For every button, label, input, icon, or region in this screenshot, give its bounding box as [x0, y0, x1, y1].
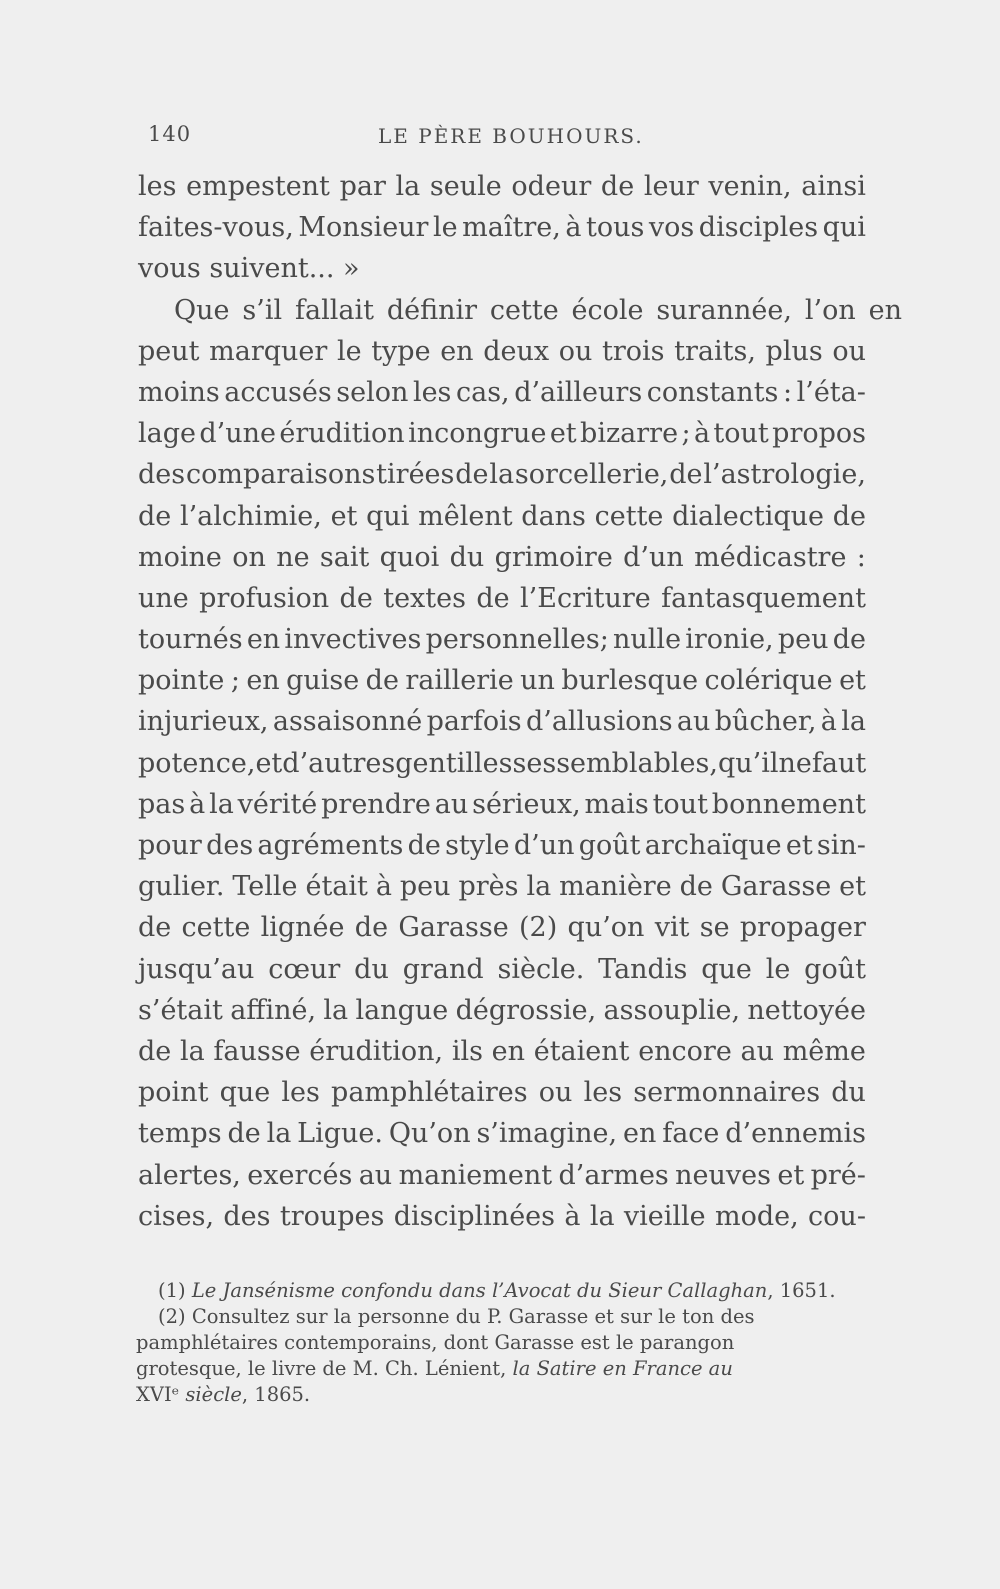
word: en [246, 624, 281, 656]
word: peu [777, 624, 829, 656]
word: tournés [138, 624, 243, 656]
word: au [676, 706, 711, 738]
word: maître, [462, 212, 561, 244]
word: lage [138, 418, 196, 450]
footnote-2-line-3 [136, 1356, 866, 1382]
word: que [219, 1077, 271, 1109]
word: pamphlétaires [331, 1077, 528, 1109]
word: sérieux, [472, 788, 581, 820]
word: et [777, 1159, 805, 1191]
word: qui [822, 212, 866, 244]
word: ils [451, 1035, 483, 1067]
footnote-marker: (1) [158, 1279, 186, 1302]
word: plus [765, 335, 823, 367]
word: sait [319, 541, 370, 573]
word: seule [429, 171, 502, 202]
word: de [832, 500, 866, 532]
word: au [740, 1035, 775, 1067]
word: ou [538, 1077, 573, 1109]
word: empestent [186, 171, 330, 202]
word: : [782, 376, 793, 408]
word: propos [772, 418, 866, 450]
word: Garasse [720, 871, 832, 903]
word: mode, [715, 1200, 799, 1232]
word: type [371, 335, 431, 367]
word: les [583, 1077, 623, 1109]
word: assaisonné [272, 706, 423, 738]
word: ainsi [801, 171, 866, 202]
word: bonnement [711, 788, 866, 820]
word: du [449, 541, 485, 573]
word: cou- [808, 1200, 866, 1232]
word: en [246, 665, 280, 697]
word: pas [138, 788, 186, 820]
text-line [138, 578, 866, 619]
text-line [138, 1031, 866, 1072]
word: faut [811, 747, 867, 779]
word: cette [489, 294, 559, 326]
word: ou [832, 335, 866, 367]
word: tirées [376, 459, 455, 491]
word: en [622, 1118, 657, 1150]
word: d’un [623, 541, 684, 573]
word: trois [601, 335, 665, 367]
word: sorcellerie, [514, 459, 669, 491]
word: moins [138, 376, 220, 408]
word: d’une [199, 418, 276, 450]
word: Tandis [598, 953, 688, 985]
word: Qu’on [388, 1118, 471, 1150]
word: grimoire [494, 541, 613, 573]
word: médicastre [694, 541, 847, 573]
word: érudition [279, 418, 405, 450]
word: comparaisons [185, 459, 376, 491]
word: des [206, 830, 254, 861]
word: vieille [623, 1200, 706, 1232]
word: mais [584, 788, 649, 820]
word: deux [483, 335, 550, 367]
word: de [354, 912, 389, 944]
word: fausse [213, 1035, 301, 1067]
word: personnelles; [425, 624, 609, 656]
word: d’allusions [525, 706, 673, 738]
word: neuves [675, 1159, 772, 1191]
word: les [138, 171, 177, 202]
text-line [138, 701, 866, 742]
word: que [701, 953, 752, 985]
word: les [412, 376, 452, 408]
word: d’autres [282, 747, 396, 779]
word: (2) [519, 912, 558, 944]
word: fallait [294, 294, 374, 326]
word: de [600, 171, 635, 202]
word: assouplie, [603, 994, 741, 1026]
word: s’il [242, 294, 283, 326]
word: de [339, 582, 373, 614]
word: et [785, 830, 813, 861]
word: des [138, 459, 186, 491]
word: et [255, 747, 283, 779]
word: la [266, 1118, 292, 1150]
word: l’Ecriture [520, 582, 651, 614]
word: cette [181, 912, 251, 944]
word: faites-vous, [138, 212, 294, 244]
word: de [679, 871, 713, 903]
word: grand [402, 953, 484, 985]
word: peut [138, 335, 200, 367]
word: étaient [533, 1035, 630, 1067]
word: la [395, 171, 421, 202]
word: école [571, 294, 644, 326]
word: marquer [209, 335, 328, 367]
text-line [138, 413, 866, 454]
word: Monsieur [298, 212, 429, 244]
footnote-1 [136, 1278, 866, 1304]
word: point [138, 1077, 209, 1109]
word: à [375, 871, 392, 903]
word: l’astrologie, [703, 459, 866, 491]
word: par [339, 171, 386, 202]
word: la [841, 706, 866, 738]
word: ; [681, 418, 691, 450]
word: au [434, 788, 469, 820]
word: des [223, 1200, 271, 1232]
word: s’imagine, [476, 1118, 618, 1150]
word: les [281, 1077, 320, 1109]
word: venin, [708, 171, 792, 202]
word: cette [594, 500, 664, 532]
word: parfois [426, 706, 522, 738]
word: style [445, 830, 510, 861]
word: on [232, 541, 266, 573]
word: d’ailleurs [514, 376, 643, 408]
text-line [138, 1113, 866, 1154]
word: odeur [511, 171, 592, 202]
word: le [433, 212, 458, 244]
word: injurieux, [138, 706, 269, 738]
word: à [189, 788, 206, 820]
word: sin- [816, 830, 866, 861]
word: ne [778, 747, 812, 779]
word: exercés [247, 1159, 353, 1191]
word: et [839, 665, 866, 697]
word: qui [366, 500, 410, 532]
word: accusés [224, 376, 332, 408]
word: dialectique [672, 500, 824, 532]
word: à [565, 212, 582, 244]
word: Garasse [398, 912, 509, 944]
text-line [138, 1196, 866, 1237]
text-line [138, 1155, 866, 1196]
text-line [138, 907, 866, 948]
word: ne [276, 541, 310, 573]
word: Telle [232, 871, 298, 903]
word: moine [138, 541, 222, 573]
word: ou [558, 335, 593, 367]
footnote-text: pamphlétaires contemporains, dont Garasse est le parangon [136, 1331, 735, 1354]
footnote-marker: (2) [158, 1305, 186, 1328]
word: potence, [138, 747, 256, 779]
word: était [305, 871, 368, 903]
text-line [138, 866, 866, 907]
text-line [138, 660, 866, 701]
word: et [839, 871, 866, 903]
word: disciples [698, 212, 819, 244]
word: cœur [268, 953, 341, 985]
text-line [138, 825, 866, 866]
word: alertes, [138, 1159, 241, 1191]
word: au [358, 1159, 393, 1191]
word: gentillesses [395, 747, 557, 779]
word: archaïque [644, 830, 782, 861]
word: vos [648, 212, 695, 244]
word: à [564, 1200, 581, 1232]
word: dégrossie, [455, 994, 597, 1026]
word: constants [646, 376, 779, 408]
footnote-italic: siècle [185, 1383, 242, 1406]
word: goût [804, 953, 866, 985]
word: d’ennemis [725, 1118, 866, 1150]
word: de [832, 624, 866, 656]
word: troupes [279, 1200, 385, 1232]
word: d’armes [558, 1159, 669, 1191]
word: face [662, 1118, 720, 1150]
word: l’alchimie, [179, 500, 322, 532]
text-line [138, 290, 902, 331]
word: définir [386, 294, 478, 326]
word: langue [355, 994, 449, 1026]
word: de [138, 912, 172, 944]
word: la [209, 788, 234, 820]
word: lignée [260, 912, 345, 944]
footnote-text: Consultez sur la personne du P. Garasse et sur le ton des [191, 1305, 755, 1328]
word: pour [138, 830, 202, 861]
text-line [138, 619, 866, 660]
footnotes [136, 1278, 866, 1408]
text-line [138, 207, 866, 248]
word: colérique [704, 665, 833, 697]
text-line [138, 331, 866, 372]
word: de [365, 665, 399, 697]
word: le [765, 953, 791, 985]
word: de [227, 1118, 261, 1150]
word: guise [286, 665, 360, 697]
text-line [138, 537, 866, 578]
word: se [699, 912, 730, 944]
word: l’éta- [796, 376, 866, 408]
word: propager [739, 912, 866, 944]
word: la [489, 459, 515, 491]
footnote-title: Le Jansénisme confondu dans l’Avocat du Sieur Callaghan [191, 1279, 768, 1302]
word: de [476, 582, 510, 614]
word: ironie, [685, 624, 774, 656]
word: incongrue [408, 418, 547, 450]
word: le [336, 335, 362, 367]
word: qu’on [567, 912, 645, 944]
word: et [330, 500, 358, 532]
word: fantasquement [661, 582, 866, 614]
word: invectives [284, 624, 422, 656]
word: la [323, 994, 349, 1026]
footnote-text: XVIᵉ [136, 1383, 180, 1406]
word: du [831, 1077, 866, 1109]
word: affiné, [230, 994, 317, 1026]
text-line [138, 1072, 866, 1113]
word: tout [652, 788, 708, 820]
word: de [138, 1035, 172, 1067]
word: ; [230, 665, 240, 697]
word: en [868, 294, 902, 326]
word: de [138, 500, 172, 532]
word: dans [521, 500, 586, 532]
word: érudition, [309, 1035, 444, 1067]
word: vérité [237, 788, 318, 820]
word: près [458, 871, 519, 903]
text-line [138, 990, 866, 1031]
word: de [407, 830, 441, 861]
word: leur [643, 171, 699, 202]
word: temps [138, 1118, 222, 1150]
word: : [856, 541, 866, 573]
word: d’un [513, 830, 575, 861]
word: textes [383, 582, 466, 614]
word: pré- [810, 1159, 866, 1191]
page-number: 140 [148, 122, 192, 146]
word: raillerie [405, 665, 514, 697]
word: Que [174, 294, 230, 326]
word: la [526, 871, 552, 903]
word: prendre [321, 788, 431, 820]
word: nettoyée [747, 994, 866, 1026]
text-line [138, 784, 866, 825]
word: manière [559, 871, 672, 903]
word: agréments [257, 830, 404, 861]
footnote-2-line-2 [136, 1330, 866, 1356]
word: tous [585, 212, 645, 244]
word: vit [654, 912, 690, 944]
word: pointe [138, 665, 225, 697]
word: encore [638, 1035, 732, 1067]
word: maniement [398, 1159, 553, 1191]
word: du [354, 953, 389, 985]
word: bûcher, [714, 706, 817, 738]
word: et [549, 418, 577, 450]
word: l’on [804, 294, 856, 326]
word: en [491, 1035, 526, 1067]
footnote-italic: la Satire en France au [512, 1357, 733, 1380]
word: bizarre [580, 418, 679, 450]
body-text [138, 166, 902, 1237]
word: qu’il [717, 747, 779, 779]
word: traits, [674, 335, 756, 367]
word: nulle [613, 624, 682, 656]
word: cas, [455, 376, 510, 408]
word: s’était [138, 994, 223, 1026]
word: semblables, [556, 747, 718, 779]
word: à [693, 418, 711, 450]
word: en [440, 335, 474, 367]
footnote-2-line-4 [136, 1382, 866, 1408]
word: de [669, 459, 703, 491]
word: disciplinées [393, 1200, 556, 1232]
text-line [138, 496, 866, 537]
word: un [520, 665, 555, 697]
word: mêlent [418, 500, 513, 532]
text-line: vous suivent... » [138, 253, 360, 285]
word: de [455, 459, 489, 491]
word: goût [578, 830, 641, 861]
footnote-2-line-1 [136, 1304, 866, 1330]
word: sermonnaires [633, 1077, 821, 1109]
word: la [179, 1035, 205, 1067]
word: peu [399, 871, 451, 903]
word: profusion [199, 582, 330, 614]
word: jusqu’au [138, 953, 255, 985]
footnote-tail: , 1865. [241, 1383, 311, 1406]
text-line [138, 949, 866, 990]
text-line [138, 743, 866, 784]
word: siècle. [497, 953, 585, 985]
word: même [782, 1035, 866, 1067]
word: à [820, 706, 837, 738]
word: cises, [138, 1200, 215, 1232]
word: selon [336, 376, 409, 408]
text-line [138, 372, 866, 413]
word: une [138, 582, 189, 614]
word: gulier. [138, 871, 225, 903]
word: burlesque [561, 665, 699, 697]
word: surannée, [656, 294, 792, 326]
page-header [148, 122, 868, 154]
running-head: LE PÈRE BOUHOURS. [378, 124, 644, 148]
word: la [589, 1200, 615, 1232]
footnote-tail: , 1651. [767, 1279, 836, 1302]
word: tout [713, 418, 769, 450]
text-line [138, 166, 866, 207]
word: Ligue. [297, 1118, 383, 1150]
text-line [138, 454, 866, 495]
word: quoi [379, 541, 440, 573]
footnote-text: grotesque, le livre de M. Ch. Lénient, [136, 1357, 507, 1380]
